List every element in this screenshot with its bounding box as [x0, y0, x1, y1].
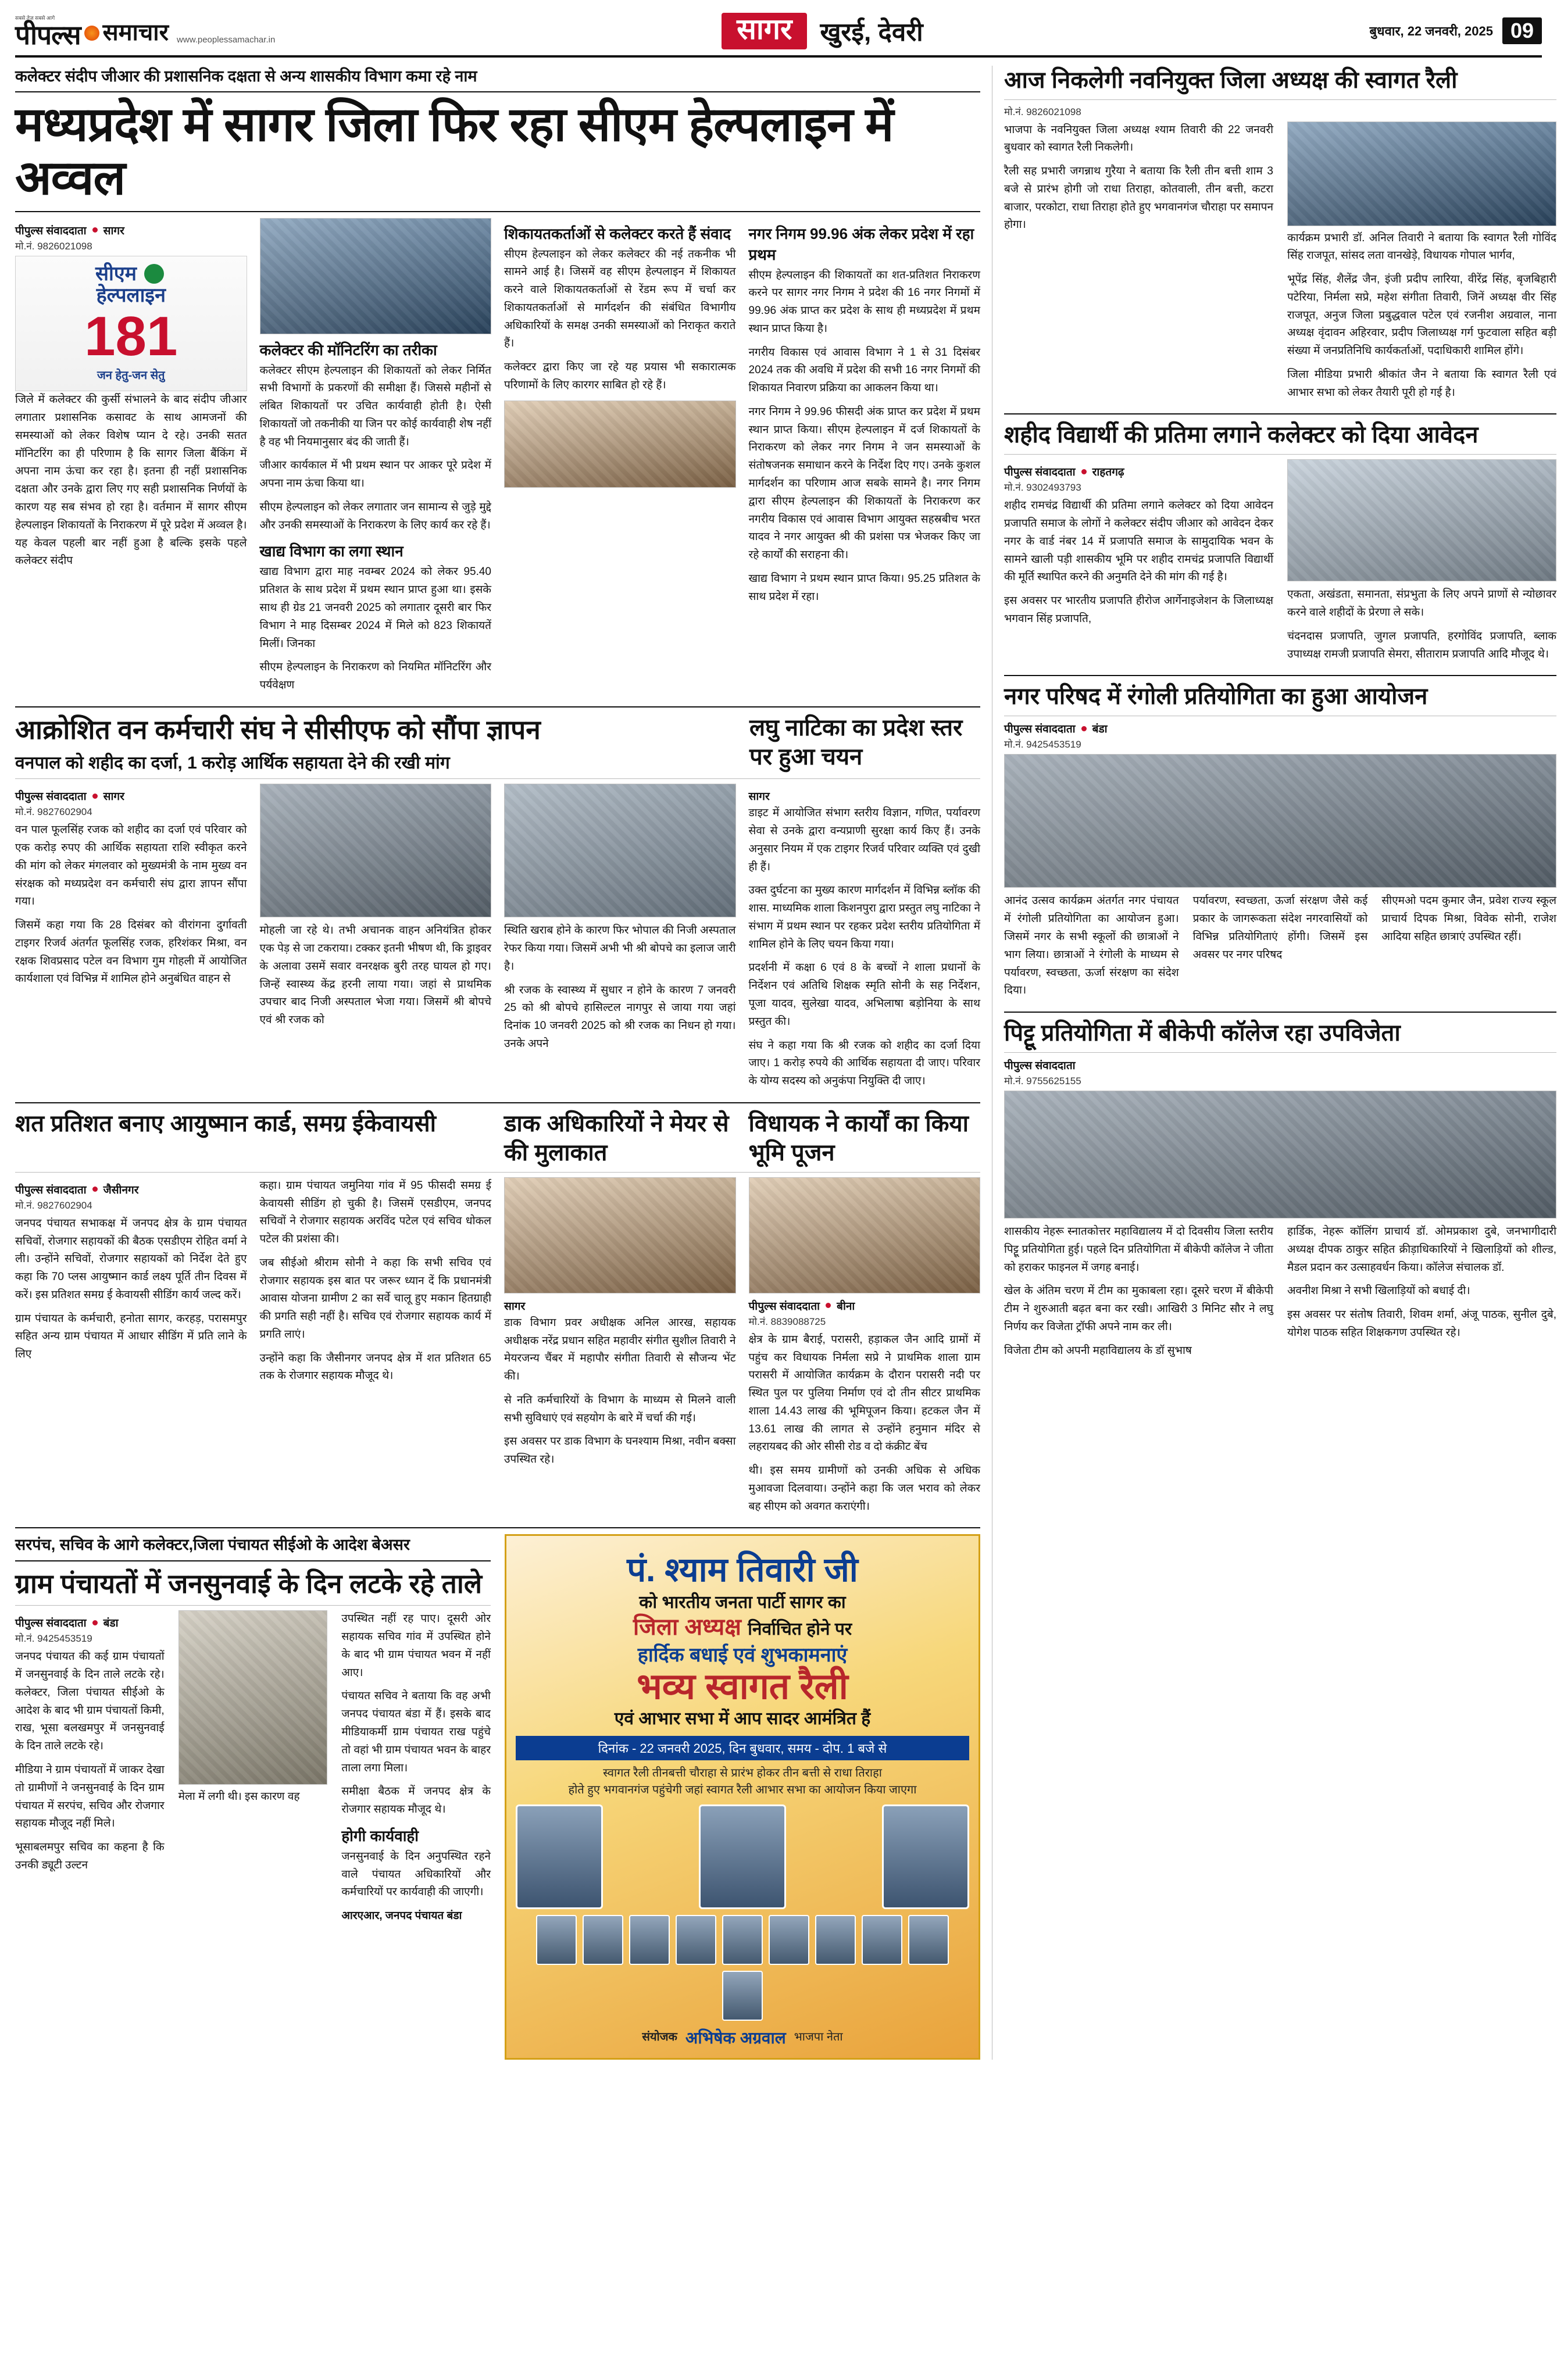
ayushman-para: जब सीईओ श्रीराम सोनी ने कहा कि सभी सचिव एवं रोजगार सहायक इस बात पर जरूर ध्यान दें कि प्रधानमंत्री आवास योजना ग्रामीण 2 का सर्वे चालू हुए मकान हितग्राही की प्रगति सही नहीं है। सचिव एवं रोजगार सहायक कार्य में प्रगति लाएं।	[259, 1256, 491, 1341]
byline-mobile: मो.नं. 8839088725	[748, 1316, 826, 1327]
ad-supporter-face	[815, 1915, 856, 1965]
lead-para: नगरीय विकास एवं आवास विभाग ने 1 से 31 दिसंबर 2024 तक की अवधि में प्रदेश की सभी 16 नगर निगमों की शिकायत निवारण प्रक्रिया का आकलन किया था।	[748, 346, 980, 395]
natika-para: डाइट में आयोजित संभाग स्तरीय विज्ञान, गणित, पर्यावरण सेवा से उनके द्वारा वन्यप्राणी सुरक्षा कार्य किए हैं। उनके अनुसार नियम में एक टाइगर रिजर्व परिवार व्यक्ति एवं दुखी ही हैं।	[748, 807, 980, 873]
ayushman-para: जनपद पंचायत सभाकक्ष में जनपद क्षेत्र के ग्राम पंचायत सचिवों, रोजगार सहायकों की बैठक एसडीएम रोहित वर्मा ने ली। उन्होंने सचिवों, रोजगार सहायकों को निर्देश देते हुए कहा कि 70 प्लस आयुष्मान कार्ड लक्ष्य पूर्ति तीन दिवस में करें। इस प्रतिशत समग्र ई केवायसी सीडिंग कार्य जल्द करें।	[15, 1217, 247, 1301]
lead-para: कलेक्टर द्वारा किए जा रहे यह प्रयास भी सकारात्मक परिणामों के लिए कारगर साबित हो रहे हैं।	[504, 361, 736, 391]
masthead-meta	[1369, 17, 1542, 44]
ad-supporter-face	[722, 1971, 763, 2021]
forest-headline: आक्रोशित वन कर्मचारी संघ ने सीसीएफ को सौंपा ज्ञापन	[15, 714, 541, 745]
natika-para: उक्त दुर्घटना का मुख्य कारण मार्गदर्शन में विभिन्न ब्लॉक की शास. माध्यमिक शाला किशनपुरा द्वारा प्रस्तुत लघु नाटिका ने संभाग में प्रथम स्थान पर रहकर प्रदेश स्तरीय प्रतियोगिता में शामिल होने के लिए चयन किया गया।	[748, 884, 980, 950]
lead-para: नगर निगम ने 99.96 फीसदी अंक प्राप्त कर प्रदेश में प्रथम स्थान प्राप्त किया। सीएम हेल्पलाइन में दर्ज शिकायतों के निराकरण को लेकर नगर निगम ने जन समस्याओं के संतोषजनक समाधान करने के निर्देश दिए गए। उनके कुशल मार्गदर्शन का परिणाम आज सबके सामने है। नगर निगम द्वारा सीएम हेल्पलाइन की शिकायतों के निराकरण कर नगरीय विकास एवं आवास विभाग आयुक्त सहस्रबीच भरत यादव ने नगर आयुक्त श्री की प्रशंसा पत्र भेजकर किए जा रहे कार्यों की सराहना की।	[748, 405, 980, 562]
rally-mobile: मो.नं. 9826021098	[1004, 106, 1081, 117]
photo-collector-office	[1287, 459, 1556, 581]
postal-para: डाक विभाग प्रवर अधीक्षक अनिल आरख, सहायक अधीक्षक नरेंद्र प्रधान सहित महावीर संगीत सुशील तिवारी ने मेयरजन्य चैंबर में महापौर संगीता तिवारी से सौजन्य भेंट की।	[504, 1316, 736, 1383]
rally-para: भूपेंद्र सिंह, शैलेंद्र जैन, इंजी प्रदीप लारिया, वीरेंद्र सिंह, बृजबिहारी पटेरिया, निर्मला सप्रे, महेश संगीता तिवारी, जिनें अध्यक्ष वीर सिंह राजपूत, अनुज जिला प्रबुद्धवाल पटेल एवं रजनीश अग्रवाल, नाना अध्यक्ष वृंदावन अहिरवार, प्रदीप जिलाध्यक्ष गर्ग फुटवाला सहित बड़ी संख्या में जनप्रतिनिधि कार्यकर्ताओं, पदाधिकारी शामिल होंगे।	[1287, 273, 1556, 358]
lead-para: सीएम हेल्पलाइन के निराकरण को नियमित मॉनिटरिंग और पर्यवेक्षण	[259, 661, 491, 692]
panchayat-caption: मेला में लगी थी। इस कारण वह	[178, 1791, 300, 1803]
natika-col	[749, 784, 981, 1096]
byline-name: पीपुल्स संवाददाता	[1004, 466, 1076, 479]
seal-icon	[144, 264, 164, 284]
byline-mobile: मो.नं. 9755625155	[1004, 1075, 1081, 1087]
rangoli-para: पर्यावरण, स्वच्छता, ऊर्जा संरक्षण जैसे कई प्रकार के जागरूकता संदेश नगरवासियों को विभिन्न प्रतियोगिताएं होंगी। जिसमें इस अवसर पर नगर परिषद	[1192, 895, 1368, 961]
pittu-headline: पिट्टू प्रतियोगिता में बीकेपी कॉलेज रहा उपविजेता	[1004, 1020, 1401, 1046]
shaheed-para: इस अवसर पर भारतीय प्रजापति हीरोज आर्गेनाइजेशन के जिलाध्यक्ष भगवान सिंह प्रजापति,	[1004, 595, 1273, 625]
forest-para: वन पाल फूलसिंह रजक को शहीद का दर्जा एवं परिवार को एक करोड़ रुपए की आर्थिक सहायता राशि स्वीकृत करने की मांग को लेकर मंगलवार को मुख्यमंत्री के नाम मुख्य वन संरक्षक को मध्यप्रदेश वन कर्मचारी संघ द्वारा ज्ञापन सौंपा गया।	[15, 824, 247, 908]
cm-helpline-number: 181	[84, 305, 178, 368]
edition-badge: सागर	[722, 13, 807, 49]
photo-bhoomi-poojan	[749, 1177, 981, 1293]
byline-place: सागर	[103, 791, 124, 803]
right-rail	[1004, 66, 1556, 2060]
photo-officer	[504, 401, 736, 488]
ad-sponsor	[516, 2027, 969, 2049]
rally-para: जिला मीडिया प्रभारी श्रीकांत जैन ने बताया कि स्वागत रैली एवं आभार सभा को लेकर तैयारी पूरी हो गई है।	[1287, 368, 1556, 399]
masthead-edition	[722, 13, 923, 49]
photo-collector	[260, 218, 492, 334]
panchayat-col-3	[341, 1610, 491, 1931]
ayushman-headline: शत प्रतिशत बनाए आयुष्मान कार्ड, समग्र ईकेवायसी	[15, 1110, 436, 1137]
pittu-para: खेल के अंतिम चरण में टीम का मुकाबला रहा। दूसरे चरण में बीकेपी टीम ने शुरुआती बढ़त बना कर रखी। आखिरी 3 मिनिट सौर ने लघु निर्णय कर विजेता ट्रॉफी अपने नाम कर ली।	[1004, 1285, 1273, 1333]
page-body	[15, 66, 1556, 2060]
byline-mobile: मो.नं. 9826021098	[15, 240, 92, 252]
ayushman-para: उन्होंने कहा कि जैसीनगर जनपद क्षेत्र में शत प्रतिशत 65 तक के रोजगार सहायक मौजूद थे।	[259, 1352, 491, 1382]
forest-para: श्री रजक के स्वास्थ्य में सुधार न होने के कारण 7 जनवरी 25 को श्री बोपचे हासिल्टल नागपुर से जाया गया जहां दिनांक 10 जनवरी 2025 को श्री रजक का निधन हो गया। उनके अपने	[504, 984, 736, 1050]
bottom-section	[15, 1534, 980, 2059]
panchayat-col-2	[178, 1610, 328, 1931]
ad-supporter-face	[722, 1915, 763, 1965]
postal-headline: डाक अधिकारियों ने मेयर से की मुलाकात	[504, 1110, 729, 1166]
ad-sponsor-name: अभिषेक अग्रवाल	[685, 2028, 786, 2047]
ad-position-suffix: निर्वाचित होने पर	[748, 1620, 852, 1639]
byline-mobile: मो.नं. 9827602904	[15, 806, 92, 818]
byline-place: जैसीनगर	[103, 1184, 139, 1196]
pittu-para: विजेता टीम को अपनी महाविद्यालय के डॉ सुभाष	[1004, 1344, 1192, 1357]
cm-helpline-box	[15, 256, 247, 392]
ad-supporter-face	[908, 1915, 949, 1965]
panchayat-body	[15, 1610, 491, 1931]
bullet-icon	[92, 1187, 98, 1192]
shaheed-para: चंदनदास प्रजापति, जुगल प्रजापति, हरगोविंद प्रजापति, ब्लाक उपाध्यक्ष रामजी प्रजापति सेमरा, सीताराम प्रजापति आदि मौजूद थे।	[1287, 630, 1556, 660]
bullet-icon	[826, 1303, 831, 1308]
shaheed-para: एकता, अखंडता, समानता, संप्रभुता के लिए अपने प्राणों से न्योछावर करने वाले शहीदों के प्रेरणा ले सके।	[1287, 588, 1556, 619]
rally-para: रैली सह प्रभारी जगन्नाथ गुरैया ने बताया कि रैली तीन बत्ती शाम 3 बजे से प्रारंभ होगी जो राधा तिराहा, कोतवाली, तीन बत्ती, कटरा बाजार, परकोटा, राधा तिराहा होते हुए भगवानगंज चौराहा पर समापन होगा।	[1004, 165, 1273, 231]
ad-greeting: हार्दिक बधाई एवं शुभकामनाएं	[637, 1644, 848, 1667]
rangoli-para: सीएमओ पदम कुमार जैन, प्रवेश राज्य स्कूल प्राचार्य दिपक मिश्रा, विवेक सोनी, राजेश आदिया सहित छात्राएं उपस्थित रहीं।	[1381, 895, 1556, 943]
rangoli-body	[1004, 892, 1556, 1006]
panchayat-headline: ग्राम पंचायतों में जनसुनवाई के दिन लटके रहे ताले	[15, 1568, 483, 1599]
lead-kicker: कलेक्टर संदीप जीआर की प्रशासनिक दक्षता से अन्य शासकीय विभाग कमा रहे नाम	[15, 66, 980, 92]
ad-sponsor-label: संयोजक	[642, 2031, 677, 2044]
main-column	[15, 66, 980, 2060]
byline-place: बंडा	[1092, 723, 1108, 736]
forest-subhead: वनपाल को शहीद का दर्जा, 1 करोड़ आर्थिक सहायता देने की रखी मांग	[15, 753, 450, 773]
panchayat-para: जनसुनवाई के दिन अनुपस्थित रहने वाले पंचायत अधिकारियों और कर्मचारियों पर कार्यवाही की जाएगी।	[341, 1850, 491, 1899]
byline	[1004, 721, 1556, 736]
byline	[15, 1615, 165, 1630]
lead-para: जीआर कार्यकाल में भी प्रथम स्थान पर आकर पूरे प्रदेश में अपना नाम ऊंचा किया था।	[259, 459, 491, 490]
byline-place: सागर	[103, 224, 124, 237]
ad-route-1: स्वागत रैली तीनबत्ती चौराहा से प्रारंभ होकर तीन बत्ती से राधा तिराहा	[603, 1766, 882, 1779]
photo-panchayat-building	[178, 1610, 328, 1785]
rally-headline: आज निकलेगी नवनियुक्त जिला अध्यक्ष की स्वागत रैली	[1004, 67, 1458, 93]
pittu-para: शासकीय नेहरू स्नातकोत्तर महाविद्यालय में दो दिवसीय जिला स्तरीय पिट्टू प्रतियोगिता हुई। पहले दिन प्रतियोगिता में बीकेपी कॉलेज ने जीता को हराकर फाइनल में जगह बनाई।	[1004, 1225, 1273, 1274]
masthead-logo	[15, 14, 275, 48]
lead-para: जिले में कलेक्टर की कुर्सी संभालने के बाद संदीप जीआर लगातार प्रशासनिक कसावट के साथ आमजनों की समस्याओं को लेकर विशेष प्यान दे रहे। उनकी सतत मॉनिटरिंग का ही परिणाम है कि सागर जिला बैंकिंग में अपना नाम ऊंचा कर रहा है। इतना ही नहीं प्रशासनिक दक्षता और उनके द्वारा लिए गए सही प्रशासनिक निर्णयों के कारण यह सब संभव हो रहा है। वर्तमान में सागर सीएम हेल्पलाइन शिकायतों के निराकरण में पूरे प्रदेश में अव्वल है। यह केवल पहली बार नहीं हुआ है बल्कि इसके पहले कलेक्टर संदीप	[15, 394, 247, 567]
natika-headline: लघु नाटिका का प्रदेश स्तर पर हुआ चयन	[749, 714, 963, 770]
panchayat-story	[15, 1534, 491, 2059]
forest-col-1	[15, 784, 247, 1096]
vidhayak-headline: विधायक ने कार्यों का किया भूमि पूजन	[748, 1110, 969, 1166]
cm-title-1: सीएम	[95, 262, 137, 285]
ad-event-sub: एवं आभार सभा में आप सादर आमंत्रित हैं	[614, 1709, 871, 1728]
panchayat-col-1	[15, 1610, 165, 1931]
byline	[15, 788, 247, 803]
bullet-icon	[92, 227, 98, 233]
ad-supporter-face	[769, 1915, 809, 1965]
lead-para: कलेक्टर सीएम हेल्पलाइन की शिकायतों को लेकर निर्मित सभी विभागों के प्रकरणों की समीक्षा हैं। जिससे महीनों से लंबित शिकायतों पर उचित कार्यवाही होती है। ऐसी शिकायतों जो तकनीकी या जिन पर कोई कार्यवाही शेष नहीं है वह भी नियमानुसार बंद की जाती हैं।	[259, 364, 491, 448]
photo-postal-meeting	[504, 1177, 736, 1293]
lead-body	[15, 218, 980, 701]
byline-name: पीपुल्स संवाददाता	[15, 1617, 87, 1630]
byline-place: सागर	[748, 791, 770, 803]
shaheed-col-1	[1004, 459, 1273, 669]
rangoli-para: आनंद उत्सव कार्यक्रम अंतर्गत नगर पंचायत में रंगोली प्रतियोगिता का आयोजन हुआ। जिसमें नगर के सभी स्कूलों की छात्राओं ने भाग लिया। छात्राओं ने रंगोली के माध्यम से पर्यावरण, स्वच्छता, ऊर्जा संरक्षण का संदेश दिया।	[1004, 895, 1179, 997]
ayushman-col-2	[260, 1177, 492, 1522]
byline	[1004, 1057, 1556, 1073]
rally-col-1	[1004, 121, 1273, 271]
byline-name: पीपुल्स संवाददाता	[1004, 723, 1076, 736]
pittu-col-2	[1287, 1223, 1556, 1366]
website-url[interactable]: www.peoplessamachar.in	[177, 34, 276, 45]
pittu-col-1	[1004, 1223, 1273, 1366]
ad-date-line: दिनांक - 22 जनवरी 2025, दिन बुधवार, समय - दोप. 1 बजे से	[516, 1736, 969, 1760]
byline-place: बीना	[837, 1300, 855, 1313]
ad-supporter-face	[862, 1915, 902, 1965]
ad-supporter-face	[583, 1915, 623, 1965]
photo-forest-staff	[504, 784, 736, 917]
flower-icon	[84, 26, 99, 41]
forest-para: स्थिति खराब होने के कारण फिर भोपाल की निजी अस्पताल रेफर किया गया। जिसमें अभी भी श्री बोपचे का इलाज जारी है।	[504, 924, 736, 973]
lead-para: सीएम हेल्पलाइन को लेकर कलेक्टर की नई तकनीक भी सामने आई है। जिसमें वह सीएम हेल्पलाइन में शिकायत करने वाले शिकायतकर्ताओं से रेंडम रूप में चर्चा कर शिकायतकर्ताओं से मार्गदर्शन की संबंधित विभागीय अधिकारियों के समक्ष उनकी समस्याओं को निराकृत कराते हैं।	[504, 248, 736, 350]
postal-para: इस अवसर पर डाक विभाग के घनश्याम मिश्रा, नवीन बक्सा उपस्थित रहे।	[504, 1435, 736, 1466]
byline-mobile: मो.नं. 9302493793	[1004, 482, 1081, 494]
pittu-body	[1004, 1223, 1556, 1366]
photo-forest-protest	[260, 784, 492, 917]
rally-caption: कार्यक्रम प्रभारी डॉ. अनिल तिवारी ने बताया कि स्वागत रैली गोविंद सिंह राजपूत, सांसद लता वानखेड़े, विधायक गोपाल भार्गव,	[1287, 231, 1556, 262]
pittu-para: इस अवसर पर संतोष तिवारी, शिवम शर्मा, अंजू पाठक, सुनील दुबे, योगेश पाठक सहित शिक्षकगण उपस्थित रहे।	[1287, 1309, 1556, 1339]
forest-col-3	[504, 784, 736, 1096]
ad-supporter-face	[536, 1915, 577, 1965]
ayushman-para: कहा। ग्राम पंचायत जमुनिया गांव में 95 फीसदी समग्र ई केवायसी सीडिंग हो चुकी है। जिसमें एसडीएम, जनपद सचिवों ने रोजगार सहायक अरविंद पटेल एवं सचिव धोकल पटेल की प्रशंसा की।	[259, 1179, 491, 1246]
shaheed-body	[1004, 459, 1556, 669]
ad-supporter-portraits	[516, 1915, 969, 2021]
lead-col-3	[504, 218, 736, 701]
ad-line-2: को भारतीय जनता पार्टी सागर का	[639, 1593, 846, 1613]
panchayat-para: पंचायत सचिव ने बताया कि वह अभी जनपद पंचायत बंडा में हैं। इसके बाद मीडियाकर्मी ग्राम पंचायत राख पहुंचे तो वहां भी ग्राम पंचायत भवन के बाहर ताला लगा मिला।	[341, 1690, 491, 1774]
panchayat-subhead: होगी कार्यवाही	[341, 1827, 419, 1845]
vidhayak-col	[749, 1177, 981, 1522]
cm-tagline: जन हेतु-जन सेतु	[97, 369, 165, 383]
advertisement[interactable]	[505, 1534, 980, 2059]
byline-name: पीपुल्स संवाददाता	[15, 791, 87, 803]
rally-para: भाजपा के नवनियुक्त जिला अध्यक्ष श्याम तिवारी की 22 जनवरी बुधवार को स्वागत रैली निकलेगी।	[1004, 123, 1273, 154]
shaheed-headline: शहीद विद्यार्थी की प्रतिमा लगाने कलेक्टर को दिया आवेदन	[1004, 422, 1479, 448]
bullet-icon	[92, 794, 98, 799]
bullet-icon	[92, 1620, 98, 1625]
ad-portrait-left	[516, 1804, 603, 1909]
byline	[15, 1182, 247, 1197]
lead-col-4	[749, 218, 981, 701]
rally-body	[1004, 121, 1556, 271]
byline	[749, 1298, 981, 1313]
byline	[15, 223, 247, 238]
lead-para: सीएम हेल्पलाइन की शिकायतों का शत-प्रतिशत निराकरण करने पर सागर नगर निगम ने प्रदेश की 16 नगर निगमों में 99.96 अंक प्राप्त कर प्रदेश के साथ ही मध्यप्रदेश में प्रथम स्थान प्राप्त किया है।	[748, 269, 980, 335]
forest-col-2	[260, 784, 492, 1096]
vidhayak-para: क्षेत्र के ग्राम बैराई, परासरी, हड़ाकल जैन आदि ग्रामों में पहुंच कर विधायक निर्मला सप्रे ने प्राथमिक शाला ग्राम परासरी में आयोजित कार्यक्रम के दौरान परासरी नदी पर स्थित पुल पर पुलिया निर्माण एवं दो तीन सीटर प्राथमिक शाला 14.43 लाख की भूमिपूजन किया। हटकल जैन में 13.61 लाख की लागत से उन्होंने हनुमान मंदिर से लहरायबद की ओर सीसी रोड व दो कंक्रीट बेंच	[748, 1333, 980, 1453]
lead-sub-head-1: कलेक्टर की मॉनिटरिंग का तरीका	[259, 341, 437, 359]
shaheed-col-2	[1287, 459, 1556, 669]
byline-place: सागर	[504, 1300, 526, 1313]
ad-person-name: पं. श्याम तिवारी जी	[627, 1551, 858, 1589]
lead-sub-head-3: शिकायतकर्ताओं से कलेक्टर करते हैं संवाद	[504, 224, 731, 242]
byline-mobile: मो.नं. 9827602904	[15, 1199, 92, 1211]
photo-rally-leader	[1287, 121, 1556, 226]
rangoli-headline: नगर परिषद में रंगोली प्रतियोगिता का हुआ आयोजन	[1004, 684, 1428, 710]
forest-para: मोहली जा रहे थे। तभी अचानक वाहन अनियंत्रित होकर एक पेड़ से जा टकराया। टक्कर इतनी भीषण थी, कि ड्राइवर के अलावा उसमें सवार वनरक्षक बुरी तरह घायल हो गए। जिन्हें स्वास्थ्य केंद्र हरनी लाया गया। जहां से प्राथमिक उपचार बाद निजी अस्पताल भेजा गया। जिसमें श्री बोपचे एवं श्री रजक को	[259, 924, 491, 1027]
logo-main-text: पीपल्स	[15, 19, 81, 50]
lead-para: खाद्य विभाग ने प्रथम स्थान प्राप्त किया। 95.25 प्रतिशत के साथ प्रदेश में रहा।	[748, 572, 980, 603]
postal-col	[504, 1177, 736, 1522]
page-number: 09	[1502, 17, 1542, 44]
byline-mobile: मो.नं. 9425453519	[1004, 739, 1081, 751]
byline-mobile: मो.नं. 9425453519	[15, 1633, 92, 1645]
byline	[1004, 464, 1273, 479]
forest-para: संघ ने कहा गया कि श्री रजक को शहीद का दर्जा दिया जाए। 1 करोड़ रुपये की आर्थिक सहायता दी जाए। परिवार के योग्य सदस्य को अनुकंपा नियुक्ति दी जाए।	[748, 1039, 980, 1088]
mid-stories-body	[15, 1177, 980, 1522]
panchayat-kicker: सरपंच, सचिव के आगे कलेक्टर,जिला पंचायत सीईओ के आदेश बेअसर	[15, 1534, 491, 1561]
pittu-para: हार्डिक, नेहरू कॉलिंग प्राचार्य डॉ. ओमप्रकाश दुबे, जनभागीदारी अध्यक्ष दीपक ठाकुर सहित क्रीड़ाधिकारियों ने खिलाड़ियों को शील्ड, मैडल प्रदान कर उत्साहवर्धन किया। कॉलेज संचालक डॉ.	[1287, 1225, 1556, 1274]
lead-col-1	[15, 218, 247, 701]
ad-sponsor-role: भाजपा नेता	[794, 2031, 843, 2044]
panchayat-source: आरएआर, जनपद पंचायत बंडा	[341, 1910, 462, 1922]
cm-title-2: हेल्पलाइन	[96, 284, 166, 306]
photo-rangoli-event	[1004, 754, 1556, 888]
bullet-icon	[1081, 469, 1087, 474]
panchayat-para: भूसाबलमपुर सचिव का कहना है कि उनकी ड्यूटी उल्टन	[15, 1841, 165, 1871]
byline-place: बंडा	[103, 1617, 119, 1630]
panchayat-para: उपस्थित नहीं रह पाए। दूसरी ओर सहायक सचिव गांव में उपस्थित होने के बाद भी ग्राम पंचायत भवन में नहीं आए।	[341, 1613, 491, 1679]
photo-pittu-team	[1004, 1091, 1556, 1218]
postal-para: से नति कर्मचारियों के विभाग के माध्यम से मिलने वाली सभी सुविधाएं एवं सहयोग के बारे में चर्चा की गई।	[504, 1393, 736, 1424]
ad-route-2: होते हुए भगवानगंज पहुंचेगी जहां स्वागत रैली आभार सभा का आयोजन किया जाएगा	[568, 1783, 917, 1796]
ayushman-para: ग्राम पंचायत के कर्मचारी, हनोता सागर, करहड़, परासमपुर सहित अन्य ग्राम पंचायत में आधार सीडिंग में प्रति लाने के लिए	[15, 1312, 247, 1361]
ad-supporter-face	[629, 1915, 670, 1965]
masthead	[15, 13, 1542, 58]
panchayat-para: जनपद पंचायत की कई ग्राम पंचायतों में जनसुनवाई के दिन ताले लटके रहे। कलेक्टर, जिला पंचायत सीईओ के आदेश के बाद भी ग्राम पंचायतों किमी, राख, भूसा बलखमपुर में जनसुनवाई के दिन ताले लटके रहे।	[15, 1650, 165, 1753]
lead-sub-head-2: खाद्य विभाग का लगा स्थान	[259, 542, 403, 560]
lead-para: सीएम हेल्पलाइन को लेकर लगातार जन सामान्य से जुड़े मुद्दे और उनकी समस्याओं के निराकरण के लिए कार्य कर रहे हैं।	[259, 501, 491, 531]
byline-name: पीपुल्स संवाददाता	[15, 224, 87, 237]
forest-body	[15, 784, 980, 1096]
byline	[749, 788, 981, 803]
lead-headline: मध्यप्रदेश में सागर जिला फिर रहा सीएम हेल्पलाइन में अव्वल	[15, 98, 894, 205]
byline-name: पीपुल्स संवाददाता	[15, 1184, 87, 1196]
ad-supporter-face	[676, 1915, 716, 1965]
logo-tagline: सबसे तेज़ सबसे आगे	[15, 15, 55, 21]
ad-portrait-center	[699, 1804, 786, 1909]
ad-portrait-right	[882, 1804, 969, 1909]
bullet-icon	[1081, 726, 1087, 731]
pittu-para: अवनीश मिश्रा ने सभी खिलाड़ियों को बधाई दी।	[1287, 1285, 1470, 1298]
byline-name: पीपुल्स संवाददाता	[1004, 1060, 1076, 1073]
logo-sub-text: समाचार	[102, 19, 169, 45]
forest-para: जिसमें कहा गया कि 28 दिसंबर को वीरांगना दुर्गावती टाइगर रिजर्व अंतर्गत फूलसिंह रजक, हरिशंकर मिश्रा, वन रक्षक शिवप्रसाद पटेल वन विभाग गुम गोहली में आयोजित कार्यशाला एवं विभिन्न में शामिल होने अनुबंधित वाहन से	[15, 919, 247, 985]
panchayat-para: मीडिया ने ग्राम पंचायतों में जाकर देखा तो ग्रामीणों ने जनसुनवाई के दिन ग्राम पंचायत में सरपंच, सचिव और रोजगार सहायक मौजूद नहीं मिले।	[15, 1764, 165, 1830]
byline-place: राहतगढ़	[1092, 466, 1124, 479]
ad-position: जिला अध्यक्ष	[633, 1614, 741, 1641]
natika-para: प्रदर्शनी में कक्षा 6 एवं 8 के बच्चों ने शाला प्रधानों के निर्देशन एवं अतिथि शिक्षक स्मृति सोनी के सह निर्देशन, पूजा यादव, सुलेखा यादव, अभिलाषा बड़ोनिया के साथ प्रस्तुत की।	[748, 962, 980, 1028]
vidhayak-para: थी। इस समय ग्रामीणों को उनकी अधिक से अधिक मुआवजा दिलवाया। उन्होंने कहा कि जल भराव को लेकर बह सीएम को अवगत कराएंगी।	[748, 1464, 980, 1513]
forest-story	[15, 713, 980, 774]
lead-para: खाद्य विभाग द्वारा माह नवम्बर 2024 को लेकर 95.40 प्रतिशत के साथ प्रदेश में प्रथम स्थान प्राप्त हुआ था। इसके साथ ही ग्रेड 21 जनवरी 2025 को लगातार दूसरी बार फिर विभाग ने माह दिसम्बर 2024 में मिले को 823 शिकायतें मिलीं। जिनका	[259, 566, 491, 650]
edition-places: खुरई, देवरी	[820, 18, 923, 47]
mid-stories	[15, 1109, 980, 1167]
rally-col-2	[1287, 121, 1556, 271]
lead-col-2	[260, 218, 492, 701]
shaheed-para: शहीद रामचंद्र विद्यार्थी की प्रतिमा लगाने कलेक्टर को दिया आवेदन प्रजापति समाज के लोगों ने कलेक्टर संदीप जीआर को आवेदन देकर नगर के वार्ड नंबर 14 में प्रजापति समाज के सामुदायिक भवन के सामने खाली पड़ी शासकीय भूमि पर शहीद रामचंद्र प्रजापति विद्यार्थी की मूर्ति स्थापित करने की अनुमति देने की मांग की गई है।	[1004, 499, 1273, 584]
byline-name: पीपुल्स संवाददाता	[748, 1300, 820, 1313]
ad-event-title: भव्य स्वागत रैली	[637, 1667, 848, 1707]
lead-sub-head-4: नगर निगम 99.96 अंक लेकर प्रदेश में रहा प्रथम	[748, 224, 974, 263]
publication-date: बुधवार, 22 जनवरी, 2025	[1369, 24, 1493, 39]
panchayat-para: समीक्षा बैठक में जनपद क्षेत्र के रोजगार सहायक मौजूद थे।	[341, 1785, 491, 1816]
ayushman-col-1	[15, 1177, 247, 1522]
byline	[504, 1298, 736, 1313]
